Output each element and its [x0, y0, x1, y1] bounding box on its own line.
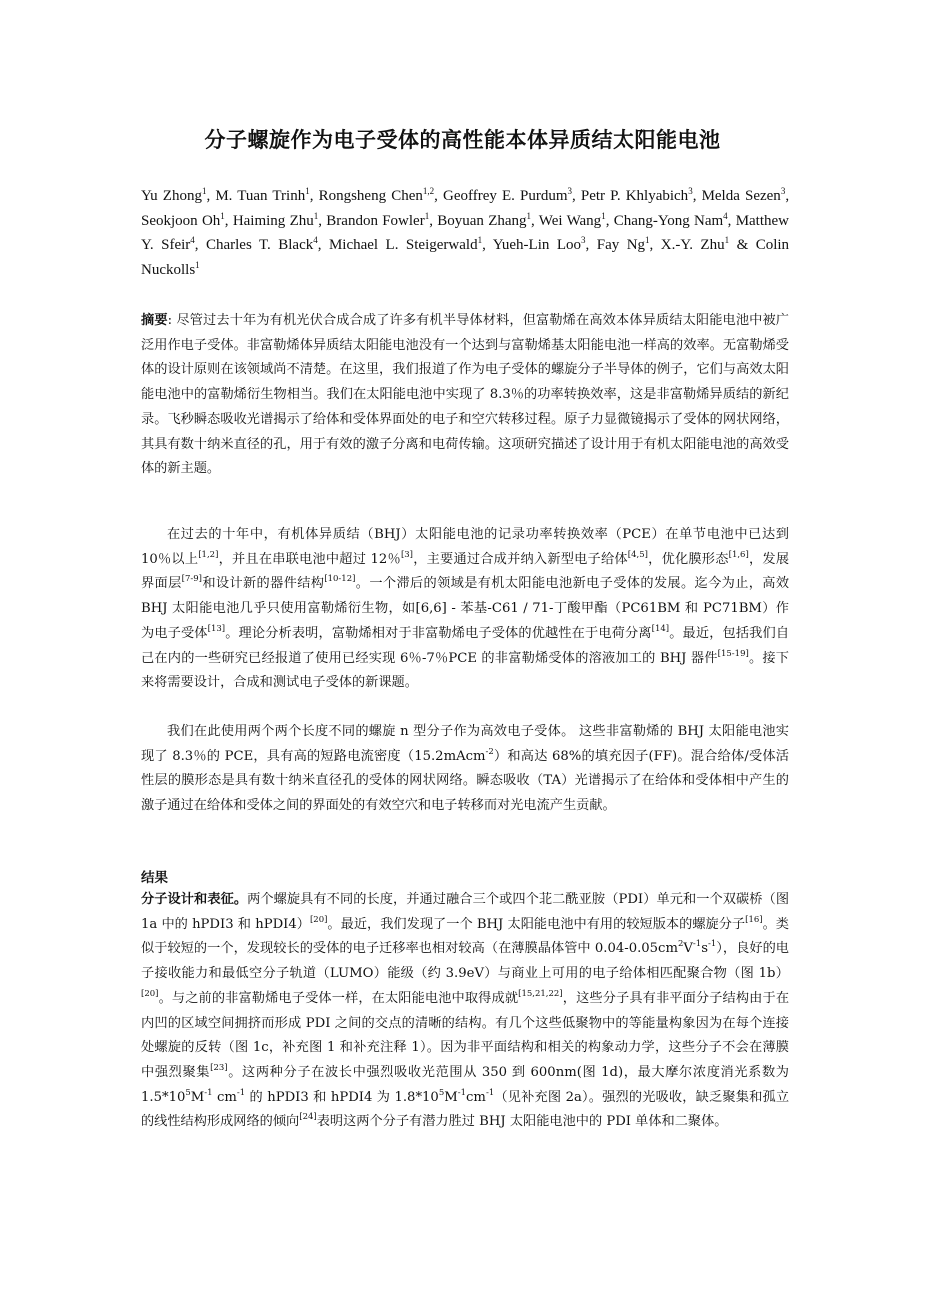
abstract-text: : 尽管过去十年为有机光伏合成合成了许多有机半导体材料，但富勒烯在高效本体异质结太阳能电池中被广泛用作电子受体。非富勒烯体异质结太阳能电池没有一个达到与富勒烯基太阳能电池一样高的效率。无富勒烯受体的设计原则在该领域尚不清楚。在这里，我们报道了作为电子受体的螺旋分子半导体的例子，它们与高效太阳能电池中的富勒烯衍生物相当。我们在太阳能电池中实现了 8.3％的功率转换效率，这是非富勒烯异质结的新纪录。飞秒瞬态吸收光谱揭示了给体和受体界面处的电子和空穴转移过程。原子力显微镜揭示了受体的网状网络，其具有数十纳米直径的孔，用于有效的激子分离和电荷传输。这项研究描述了设计用于有机太阳能电池的高效受体的新主题。 — [141, 313, 789, 477]
citation-superscript: [23] — [210, 1062, 228, 1073]
intro-paragraph-1: 在过去的十年中，有机体异质结（BHJ）太阳能电池的记录功率转换效率（PCE）在单节电池中已达到 10％以上[1,2]，并且在串联电池中超过 12％[3]，主要通过合成并纳入新型电子给体[4,5]，优化膜形态[1,6]，发展界面层[7-9]和设计新的器件结构[10-12]。一个滞后的领域是有机太阳能电池新电子受体的发展。迄今为止，高效 BHJ 太阳能电池几乎只使用富勒烯衍生物，如[6,6] - 苯基-C61 / 71-丁酸甲酯（PC61BM 和 PC71BM）作为电子受体[13]。理论分析表明，富勒烯相对于非富勒烯电子受体的优越性在于电荷分离[14]。最近，包括我们自己在内的一些研究已经报道了使用已经实现 6％-7％PCE 的非富勒烯受体的溶液加工的 BHJ 器件[15-19]。接下来将需要设计，合成和测试电子受体的新课题。 — [141, 527, 790, 691]
author-affiliation: 1,2 — [422, 186, 435, 196]
author-affiliation: 1 — [724, 235, 730, 245]
author-list: Yu Zhong$^1$, M. Tuan Trinh$^1$, Rongsheng Chen$^{1,2}$, Geoffrey E. Purdum$^3$, Petr P. Khlyabich$^3$, Melda Sezen$^3$, Seokjoon Oh$^1$, Haiming Zhu$^1$, Brandon Fowler$^1$, Boyuan Zhang$^1$, Wei Wang$^1$, Chang-Yong Nam$^4$, Matthew Y. Sfeir$^4$, Charles T. Black$^4$, Michael L. Steigerwald$^1$, Yueh-Lin Loo$^3$, Fay Ng$^1$, X.-Y. Zhu$^1$ & Colin Nuckolls$^1$ — [141, 186, 790, 278]
author-name: Boyuan Zhang — [437, 212, 527, 229]
results-subsection-label: 分子设计和表征。 — [141, 892, 248, 907]
citation-superscript: [13] — [207, 623, 226, 634]
author-affiliation: 1 — [313, 210, 319, 221]
citation-superscript: -1 — [707, 939, 717, 950]
citation-superscript: -1 — [457, 1087, 467, 1098]
citation-superscript: -1 — [204, 1087, 213, 1098]
citation-superscript: [15,21,22] — [518, 988, 563, 999]
author-affiliation: 4 — [313, 235, 318, 245]
author-affiliation: 3 — [780, 186, 786, 196]
author-affiliation: 1 — [305, 186, 310, 196]
author-affiliation: 1 — [526, 210, 532, 221]
author-name: Seokjoon Oh — [141, 212, 221, 229]
author-name: Matthew Y. Sfeir — [141, 212, 790, 253]
citation-superscript: [4,5] — [627, 549, 648, 560]
citation-superscript: [7-9] — [181, 574, 202, 585]
citation-superscript: -1 — [485, 1087, 495, 1098]
abstract — [141, 309, 789, 482]
citation-superscript: [3] — [400, 549, 413, 560]
citation-superscript: 2 — [677, 939, 684, 950]
citation-superscript: [15-19] — [717, 648, 749, 659]
citation-superscript: [16] — [745, 914, 763, 925]
citation-superscript: [10-12] — [324, 574, 356, 585]
author-affiliation: 3 — [688, 186, 693, 196]
author-affiliation: 1 — [424, 210, 430, 221]
author-affiliation: 4 — [190, 235, 195, 245]
author-name: Melda Sezen — [701, 188, 781, 204]
author-affiliation: 4 — [723, 210, 728, 221]
results-paragraph — [141, 888, 789, 1135]
author-affiliation: 1 — [477, 235, 483, 245]
author-name: Yu Zhong — [141, 188, 202, 204]
citation-superscript: -1 — [236, 1087, 246, 1098]
author-name: Chang-Yong Nam — [613, 212, 724, 229]
citation-superscript: -1 — [692, 939, 702, 950]
citation-superscript: [20] — [309, 914, 328, 925]
author-name: Haiming Zhu — [232, 212, 314, 229]
author-name: Wei Wang — [538, 212, 602, 229]
citation-superscript: 5 — [185, 1087, 191, 1098]
citation-superscript: [20] — [141, 988, 159, 999]
paper-title: 分子螺旋作为电子受体的高性能本体异质结太阳能电池 — [204, 128, 721, 152]
author-name: Fay Ng — [596, 237, 646, 253]
author-affiliation: 1 — [601, 210, 606, 221]
results-text: 两个螺旋具有不同的长度，并通过融合三个或四个苝二酰亚胺（PDI）单元和一个双碳桥（图 1a 中的 hPDI3 和 hPDI4）[20]。最近，我们发现了一个 BHJ 太阳能电池中有用的较短版本的螺旋分子[16]。类似于较短的一个，发现较长的受体的电子迁移率也相对较高（在薄膜晶体管中 $0.04-0.05cm^2V^{-1}s^{-1}$），良好的电子接收能力和最低空分子轨道（LUMO）能级（约 3.9eV）与商业上可用的电子给体相匹配聚合物（图 1b）[20]。与之前的非富勒烯电子受体一样，在太阳能电池中取得成就[15,21,22]，这些分子具有非平面分子结构由于在内凹的区域空间拥挤而形成 PDI 之间的交点的清晰的结构。有几个这些低聚物中的等能量构象因为在每个连接处螺旋的反转（图 1c，补充图 1 和补充注释 1）。因为非平面结构和相关的构象动力学，这些分子不会在薄膜中强烈聚集[23]。这两种分子在波长中强烈吸收光范围从 350 到 600nm(图 1d)，最大摩尔浓度消光系数为 $1.5*10^5M^{-1}$ $cm^{-1}$ 的 hPDI3 和 hPDI4 为 $1.8*10^5M^{-1}cm^{-1}$（见补充图 2a）。强烈的光吸收，缺乏聚集和孤立的线性结构形成网络的倾向[24]表明这两个分子有潜力胜过 BHJ 太阳能电池中的 PDI 单体和二聚体。 — [141, 892, 790, 1130]
author-name: Colin Nuckolls — [141, 237, 790, 278]
author-affiliation: 3 — [567, 186, 572, 196]
author-affiliation: 1 — [201, 186, 207, 196]
citation-superscript: -2 — [485, 746, 494, 757]
author-name: X.-Y. Zhu — [660, 237, 725, 253]
author-affiliation: 1 — [645, 235, 650, 245]
author-name: Rongsheng Chen — [318, 188, 423, 204]
author-name: Brandon Fowler — [326, 212, 425, 229]
author-name: Geoffrey E. Purdum — [442, 188, 568, 204]
author-name: Petr P. Khlyabich — [580, 188, 689, 204]
abstract-label: 摘要 — [141, 313, 168, 328]
citation-superscript: 5 — [438, 1087, 445, 1098]
citation-superscript: [1,2] — [198, 549, 219, 560]
author-affiliation: 1 — [220, 210, 225, 221]
author-name: Michael L. Steigerwald — [328, 237, 478, 253]
author-affiliation: 3 — [581, 235, 586, 245]
intro-paragraph-2: 我们在此使用两个两个长度不同的螺旋 n 型分子作为高效电子受体。 这些非富勒烯的 BHJ 太阳能电池实现了 8.3％的 PCE，具有高的短路电流密度（15.2mAcm$^{-2}$）和高达 68%的填充因子(FF)。混合给体/受体活性层的膜形态是具有数十纳米直径孔的受体的网状网络。瞬态吸收（TA）光谱揭示了在给体和受体相中产生的激子通过在给体和受体之间的界面处的有效空穴和电子转移而对光电流产生贡献。 — [141, 724, 789, 814]
author-name: Charles T. Black — [205, 237, 314, 253]
citation-superscript: [1,6] — [728, 549, 749, 560]
results-heading: 结果 — [141, 870, 168, 886]
citation-superscript: [24] — [299, 1112, 317, 1123]
author-name: Yueh-Lin Loo — [492, 237, 582, 253]
author-affiliation: 1 — [195, 259, 200, 270]
citation-superscript: [14] — [651, 623, 670, 634]
author-name: M. Tuan Trinh — [215, 188, 306, 204]
